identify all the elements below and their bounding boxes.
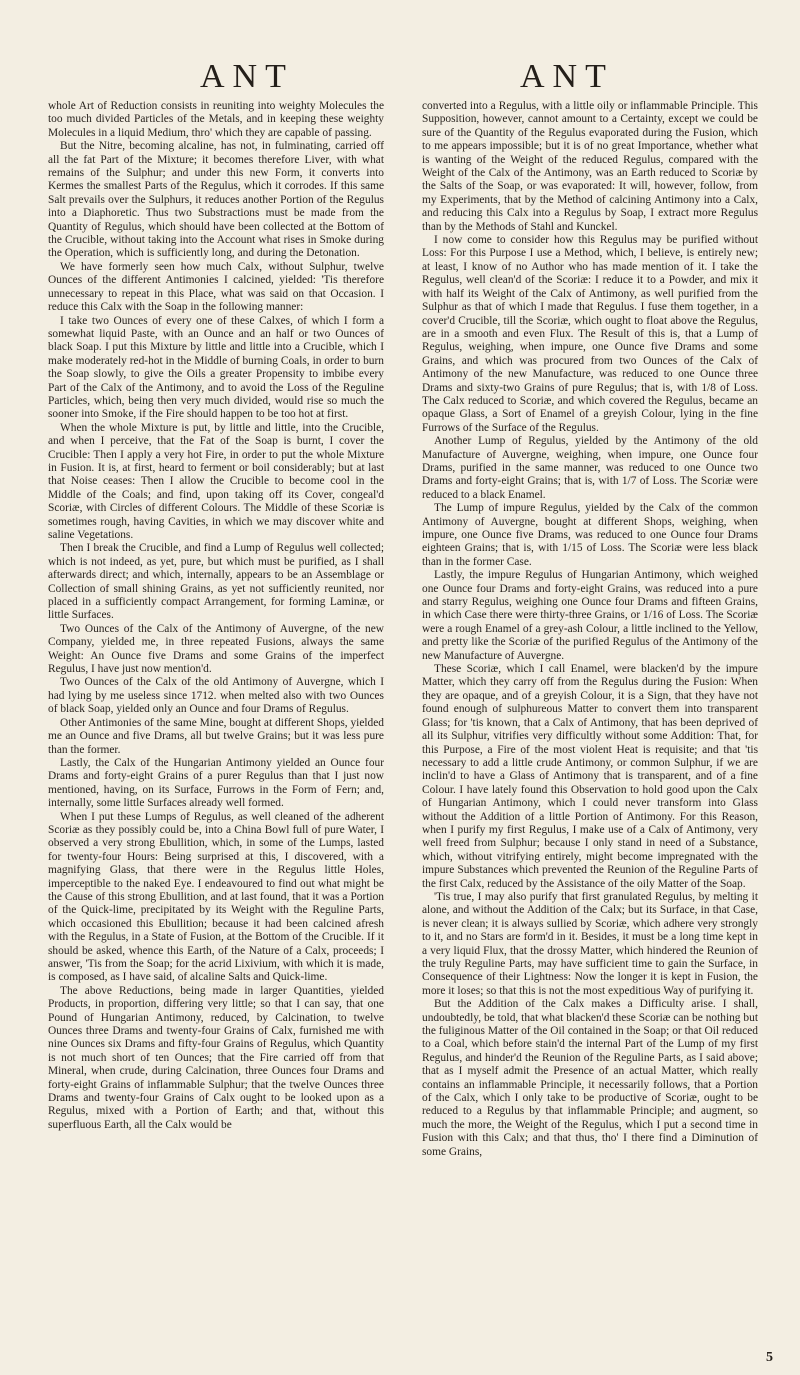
left-column	[48, 100, 384, 1350]
paragraph: 'Tis true, I may also purify that first granulated Regulus, by melting it alone, and without the Addition of the Calx; but its Surface, in that Case, is never clean; it is always sullied by Scoriæ, which adhere very strongly to it, and no Stars are form'd in it. Besides, it must be a long time kept in a very liquid Flux, that the drossy Matter, which hindered the Reunion of the truly Reguline Parts, may have sufficient time to gain the Surface, in Consequence of their Lightness: Now the longer it is kept in Fusion, the more it loses; so that this is not the most expeditious Way of purifying it.	[422, 890, 758, 997]
paragraph: But the Nitre, becoming alcaline, has not, in fulminating, carried off all the fat Part of the Mixture; it becomes therefore Liver, with what remains of the Sulphur; and under this new Form, it converts into Kermes the smallest Parts of the Regulus, which it corrodes. If this same Salt prevails over the Sulphurs, it reduces another Portion of the Regulus into a Diaphoretic. Thus two Substractions must be made from the Quantity of Regulus, which should have been collected at the Bottom of the Crucible, without taking into the Account what rises in Smoke during the Operation, which is sufficiently long, and during the Detonation.	[48, 140, 384, 260]
right-column	[422, 100, 758, 1350]
page-number: 5	[766, 1350, 773, 1365]
paragraph: Then I break the Crucible, and find a Lump of Regulus well collected; which is not indeed, as yet, pure, but which must be purified, as I shall afterwards direct; and which, internally, appears to be an Assemblage or Collection of small shining Grains, as yet not sufficiently reunited, nor placed in a sufficiently compact Arrangement, for forming Laminæ, or little Surfaces.	[48, 542, 384, 622]
paragraph: converted into a Regulus, with a little oily or inflammable Principle. This Supposition, however, cannot amount to a Certainty, except we could be sure of the Quantity of the Regulus evaporated during the Fusion, which to me appears impossible; but it is of no great Importance, whether what is wanting of the Weight of the reduced Regulus, compared with the Weight of the Calx of the Antimony, was an Earth reduced to Scoriæ by the Salts of the Soap, or was evaporated: It will, however, follow, from my Experiments, that by the Method of calcining Antimony into a Calx, and reducing this Calx into a Regulus by Soap, I extract more Regulus than by the Methods of Stahl and Kunckel.	[422, 100, 758, 233]
paragraph: Another Lump of Regulus, yielded by the Antimony of the old Manufacture of Auvergne, weighing, when impure, one Ounce four Drams, purified in the same manner, was reduced to one Ounce two Drams and forty-eight Grains; that is, with 1/7 of Loss. The Scoriæ were reduced to a black Enamel.	[422, 435, 758, 501]
paragraph: I now come to consider how this Regulus may be purified without Loss: For this Purpose I use a Method, which, I believe, is entirely new; at least, I know of no Author who has made mention of it. I take the Regulus, well clean'd of the Scoriæ: I reduce it to a Powder, and mix it with half its Weight of the Calx of Antimony, as well purified from the Sulphur as that of which I made that Regulus. I fuse them together, in a cover'd Crucible, till the Scoriæ, which ought to float above the Regulus, are in a smooth and even Flux. The Result of this is, that a Lump of Regulus, weighing, when impure, one Ounce five Drams and some Grains, and which was procured from two Ounces of the Calx of Antimony of the new Manufacture, was reduced to one Ounce three Drams and sixty-two Grains of pure Regulus; that is, with 1/8 of Loss. The Calx reduced to Scoriæ, and which covered the Regulus, became an opaque Glass, a Sort of Enamel of a greyish Colour, lying in the fine Furrows of the Surface of the Regulus.	[422, 234, 758, 434]
paragraph: Lastly, the impure Regulus of Hungarian Antimony, which weighed one Ounce four Drams and forty-eight Grains, was reduced into a pure and starry Regulus, weighing one Ounce four Drams and fifteen Grains, in which Case there were thirty-three Grains, or 1/16 of Loss. The Scoriæ were a rough Enamel of a grey-ash Colour, a little inclined to the Yellow, and pretty like the Scoriæ of the purified Regulus of the Antimony of the new Manufacture of Auvergne.	[422, 569, 758, 662]
running-head	[0, 58, 800, 98]
running-head-left: ANT	[200, 58, 294, 95]
paragraph: whole Art of Reduction consists in reuniting into weighty Molecules the too much divided Particles of the Metals, and in keeping these weighty Molecules in a liquid Medium, thro' which they are capable of passing.	[48, 100, 384, 139]
running-head-right: ANT	[520, 58, 614, 95]
paragraph: Two Ounces of the Calx of the old Antimony of Auvergne, which I had lying by me useless since 1712. when melted also with two Ounces of black Soap, yielded only an Ounce and four Drams of Regulus.	[48, 676, 384, 716]
paragraph: Lastly, the Calx of the Hungarian Antimony yielded an Ounce four Drams and forty-eight Grains of a purer Regulus than that I just now mentioned, having, on its Surface, Furrows in the Form of Fern; and, internally, some little Surfaces already well formed.	[48, 756, 384, 810]
paragraph: These Scoriæ, which I call Enamel, were blacken'd by the impure Matter, which they carry off from the Regulus during the Fusion: When they are opaque, and of a greyish Colour, it is a Sign, that they have not found enough of sulphureous Matter to convert them into transparent Glass; for 'tis known, that a Calx of Antimony, that has been deprived of all its Sulphur, vitrifies very difficultly without some Addition: That, for this Purpose, a Fire of the most violent Heat is requisite; and that 'tis necessary to add a little crude Antimony, or common Sulphur, if we are inclin'd to have a Glass of Antimony that is transparent, and of a fine Colour. I have lately found this Observation to hold good upon the Calx of Hungarian Antimony, which I could never transform into Glass without the Addition of a little Portion of Antimony. For this Reason, when I purify my first Regulus, I make use of a Calx of Antimony, very well freed from Sulphur; because I only stand in need of a Substance, which, without vitrifying entirely, might become impregnated with the impure Substances which prevented the Reunion of the Reguline Parts of the first Calx, reduced by the Assistance of the oily Matter of the Soap.	[422, 663, 758, 890]
paragraph: The Lump of impure Regulus, yielded by the Calx of the common Antimony of Auvergne, bought at different Shops, weighing, when impure, one Ounce five Drams, was reduced to one Ounce four Drams eighteen Grains; that is, with 1/15 of Loss. The Scoriæ were less black than in the former Case.	[422, 502, 758, 568]
paragraph: But the Addition of the Calx makes a Difficulty arise. I shall, undoubtedly, be told, that what blacken'd these Scoriæ can be nothing but the fuliginous Matter of the Oil contained in the Soap; or that Oil reduced to a Coal, which before stain'd the internal Part of the Lump of my first Regulus, and hinder'd the Reunion of the Reguline Parts, as I said above; that as I myself admit the Presence of an actual Matter, which really contains an inflammable Principle, it necessarily follows, that a Portion of the Calx, which I only take to be productive of Scoriæ, ought to be reduced to a Regulus by that inflammable Principle; and augment, so much the more, the Weight of the Regulus, which I put a second time in Fusion with this Calx; and that thus, tho' I there find a Diminution of some Grains,	[422, 998, 758, 1158]
paragraph: When I put these Lumps of Regulus, as well cleaned of the adherent Scoriæ as they possibly could be, into a China Bowl full of pure Water, I observed a very strong Ebullition, which, in some of the Lumps, lasted for twenty-four Hours: Being surprised at this, I discovered, with a magnifying Glass, that there were in the Regulus little Holes, imperceptible to the naked Eye. I endeavoured to find out what might be the Cause of this strong Ebullition, and at last found, that it was a Portion of the Quick-lime, precipitated by its Weight with the Reguline Parts, which occasioned this Ebullition; because it had been calcined afresh with the Regulus, in a State of Fusion, at the Bottom of the Crucible. If it should be asked, whence this Earth, of the Nature of a Calx, proceeds; I answer, 'Tis from the Soap; for the acrid Lixivium, with which it is made, is composed, as I have said, of alcaline Salts and Quick-lime.	[48, 810, 384, 984]
paragraph: I take two Ounces of every one of these Calxes, of which I form a somewhat liquid Paste, with an Ounce and an half or two Ounces of black Soap. I put this Mixture by little and little into a Crucible, which I make moderately red-hot in the Middle of burning Coals, in order to burn the Soap slowly, to give the Oils a greater Propensity to imbibe every Part of the Calx of the Antimony, and to avoid the Loss of the Reguline Particles, which, being then very much divided, would rise so much the sooner into Smoke, if the Fire should happen to be too hot at first.	[48, 314, 384, 421]
paragraph: When the whole Mixture is put, by little and little, into the Crucible, and when I perceive, that the Fat of the Soap is burnt, I cover the Crucible: Then I apply a very hot Fire, in order to put the whole Mixture in Fusion. It is, at first, heard to ferment or boil considerably; but at last that Noise ceases: Then I allow the Crucible to become cool in the Middle of the Coals; and find, upon taking off its Cover, congeal'd Scoriæ, with Circles of different Colours. The Middle of these Scoriæ is sometimes rough, having Cavities, in which we may discover white and saline Vegetations.	[48, 421, 384, 541]
paragraph: Two Ounces of the Calx of the Antimony of Auvergne, of the new Company, yielded me, in three repeated Fusions, always the same Weight: An Ounce five Drams and some Grains of the imperfect Regulus, I have just now mention'd.	[48, 622, 384, 676]
paragraph: Other Antimonies of the same Mine, bought at different Shops, yielded me an Ounce and five Drams, all but twelve Grains; but it was less pure than the former.	[48, 716, 384, 756]
paragraph: We have formerly seen how much Calx, without Sulphur, twelve Ounces of the different Antimonies I calcined, yielded: 'Tis therefore unnecessary to repeat in this Place, what was said on that Occasion. I reduce this Calx with the Soap in the following manner:	[48, 260, 384, 314]
paragraph: The above Reductions, being made in larger Quantities, yielded Products, in proportion, differing very little; so that I can say, that one Pound of Hungarian Antimony, reduced, by Calcination, to twelve Ounces three Drams and twenty-four Grains of Calx, furnished me with nine Ounces six Drams and fifty-four Grains of Regulus, which Quantity is not much short of ten Ounces; that the Fire carried off from that Mineral, when crude, during Calcination, three Ounces four Drams and forty-eight Grains of inflammable Sulphur; that the twelve Ounces three Drams and twenty-four Grains of Calx ought to be looked upon as a Regulus, mixed with a Portion of Earth; and that, without this superfluous Earth, all the Calx would be	[48, 984, 384, 1131]
